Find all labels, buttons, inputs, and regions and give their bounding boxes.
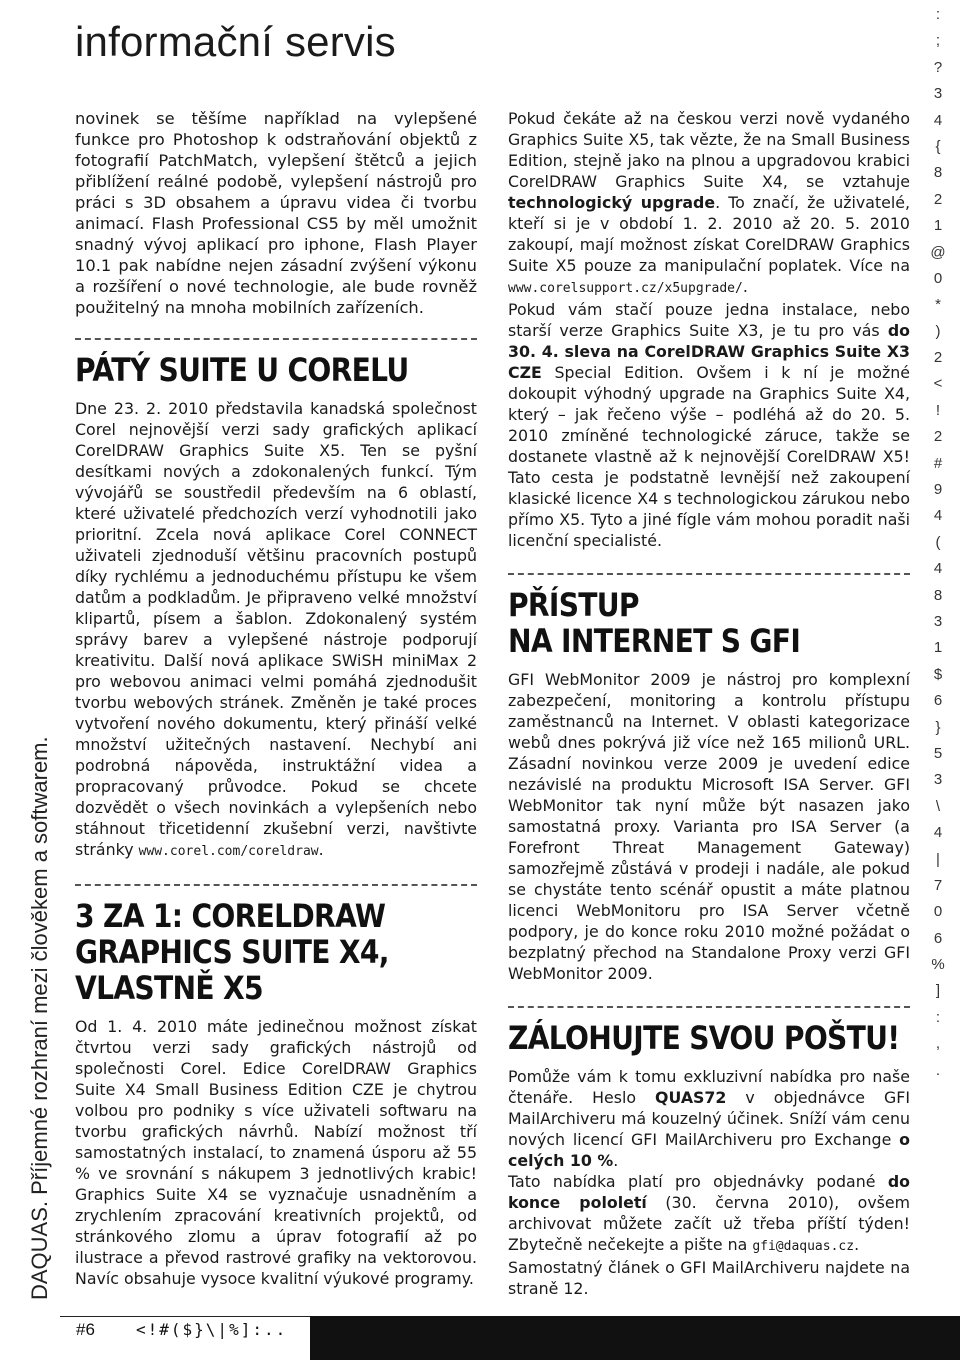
mail-text-2: v objednávce GFI MailArchiveru má kouzelný účinek. Sníží vám cenu nových licencí GFI MailArchiveru pro Exchange (508, 1088, 910, 1149)
mail-end: . (613, 1151, 619, 1170)
section-divider (75, 338, 477, 340)
strip-char: 8 (933, 164, 943, 182)
x3-bold: do 30. 4. sleva na CorelDRAW Graphics Suite X3 CZE (508, 321, 910, 382)
upgrade-text-2: . To značí, že uživatelé, kteří si je v období 1. 2. 2010 až 20. 5. 2010 zakoupí, mají možnost získat CorelDRAW Graphics Suite X5 pouze za manipulační poplatek. Více na (508, 193, 911, 275)
corel-link[interactable]: www.corel.com/coreldraw (138, 844, 319, 859)
heading-line: GRAPHICS SUITE X4, (75, 933, 389, 971)
strip-char: 4 (933, 111, 943, 129)
section-divider (508, 573, 910, 575)
strip-char: 7 (933, 876, 943, 894)
strip-char: @ (930, 243, 946, 261)
strip-char: 9 (933, 481, 943, 499)
strip-char: . (935, 1061, 941, 1079)
strip-char: 8 (933, 586, 943, 604)
mail-code: QUAS72 (655, 1088, 727, 1107)
corel-paragraph (75, 398, 477, 862)
strip-char: 4 (933, 507, 943, 525)
strip-char: 5 (933, 744, 943, 762)
strip-char: 3 (933, 85, 943, 103)
heading-line: NA INTERNET S GFI (508, 622, 801, 660)
mail-discount: o celých 10 % (508, 1130, 910, 1170)
corel-end: . (318, 840, 324, 859)
strip-char: # (933, 454, 943, 472)
mail-text: Pomůže vám k tomu exkluzivní nabídka pro naše čtenáře. Heslo (508, 1067, 910, 1107)
x3-text: Pokud vám stačí pouze jedna instalace, nebo starší verze Graphics Suite X3, je tu pro vás (508, 300, 910, 340)
strip-char: 2 (933, 349, 943, 367)
upgrade-link[interactable]: www.corelsupport.cz/x5upgrade/ (508, 281, 743, 296)
strip-char: 4 (933, 824, 943, 842)
side-label: DAQUAS. Příjemné rozhraní mezi člověkem a softwarem. (27, 736, 52, 1300)
gfi-paragraph: GFI WebMonitor 2009 je nástroj pro komplexní zabezpečení, monitoring a kontrolu přístupu zaměstnanců na Internet. V oblasti kategorizace webů dnes pokrývá již více než 165 milionů URL. Zásadní novinkou verze 2009 je uvedení edice nezávislé na produktu Microsoft ISA Server. GFI WebMonitor tak nyní může být nasazen jako samostatná proxy. Varianta pro ISA Server (a Forefront Threat Management Gateway) samozřejmě zůstává v prodeji i nadále, ale pokud se chystáte tento scénář opustit a máte platnou licenci WebMonitoru pro ISA Server včetně podpory, je do konce roku 2010 možné požádat o bezplatný přechod na Standalone Proxy verzi GFI WebMonitor 2009. (508, 670, 910, 983)
heading-paty-suite: PÁTÝ SUITE U CORELU (75, 351, 409, 389)
strip-char: 3 (933, 612, 943, 630)
heading-pristup (508, 587, 862, 659)
mail-paragraph-1 (508, 1066, 910, 1171)
mail2-text: Tato nabídka platí pro objednávky podané (508, 1172, 888, 1191)
mail2-bold: do konce pololetí (508, 1172, 910, 1212)
strip-char: ; (935, 32, 941, 50)
heading-line: VLASTNĚ X5 (75, 969, 263, 1007)
strip-char: : (935, 1008, 941, 1026)
mail-paragraph-2 (508, 1171, 910, 1257)
mail2-text-2: (30. června 2010), ovšem archivovat můžete začít už třeba příští týden! Zbytečně nečekejte a pište na (508, 1193, 911, 1254)
section-divider (75, 884, 477, 886)
x3-paragraph (508, 299, 910, 551)
heading-3-za-1 (75, 898, 429, 1006)
strip-char: 2 (933, 190, 943, 208)
strip-char: ! (935, 401, 941, 419)
strip-char: , (935, 1035, 941, 1053)
strip-char: 6 (933, 692, 943, 710)
email-link[interactable]: gfi@daquas.cz (752, 1239, 855, 1254)
strip-char: 4 (933, 560, 943, 578)
section-divider (508, 1006, 910, 1008)
strip-char: } (935, 718, 941, 736)
heading-line: 3 ZA 1: CORELDRAW (75, 897, 386, 935)
strip-char: \ (935, 797, 941, 815)
strip-char: : (935, 6, 941, 23)
page-number: #6 (76, 1320, 95, 1339)
upgrade-end: . (742, 277, 748, 296)
strip-char: 0 (933, 903, 943, 921)
heading-line: PŘÍSTUP (508, 586, 639, 624)
strip-char: 0 (933, 269, 943, 287)
upgrade-paragraph (508, 108, 910, 299)
strip-char: 1 (933, 217, 943, 235)
strip-char: | (936, 850, 940, 868)
upgrade-text: Pokud čekáte až na českou verzi nově vydaného Graphics Suite X5, tak vězte, že na Small Business Edition, stejně jako na plnou a upgradovou krabici CorelDRAW Graphics Suite X4, se vztahuje (508, 109, 910, 191)
strip-char: 6 (933, 929, 943, 947)
upgrade-bold: technologický upgrade (508, 193, 716, 212)
strip-char: ) (935, 322, 941, 340)
strip-char: ? (933, 58, 943, 76)
x3-text-2: Special Edition. Ovšem i k ní je možné dokoupit výhodný upgrade na Graphics Suite X4, který – jak řečeno výše – podléhá až do 20. 5. 2010 zmíněné technologické záruce, takže se dostanete vlastně až k nejnovější CorelDRAW X5! Tato cesta je podstatně levnější než zakoupení klasické licence X4 s technologickou zárukou nebo přímo X5. Tyto a jiné fígle vám mohou poradit naši licenční specialisté. (508, 363, 910, 550)
strip-char: * (935, 296, 941, 314)
strip-char: 2 (933, 428, 943, 446)
heading-zalohujte: ZÁLOHUJTE SVOU POŠTU! (508, 1019, 900, 1057)
page-title: informační servis (75, 18, 396, 65)
strip-char: < (933, 375, 943, 393)
corel-text: Dne 23. 2. 2010 představila kanadská společnost Corel nejnovější verzi sady grafických aplikací CorelDRAW Graphics Suite X5. Ten se pyšní desítkami nových a zdokonalených funkcí. Tým vývojářů se soustředil především na 6 oblastí, které uživatelé předchozích verzí vyhodnotili jako prioritní. Zcela nová aplikace Corel CONNECT uživateli zjednoduší většinu pracovních postupů díky rychlému a jednoduchému přístupu ke všem datům a podkladům. Je připraveno velké množství klipartů, písem a šablon. Zdokonalený systém správy barev a vylepšené nástroje podporují kreativitu. Další nová aplikace SWiSH miniMax 2 pro webovou animaci velmi pomáhá zjednodušit tvorbu webových stránek. Změněn je také proces vytvoření nového dokumentu, který přináší velké množství užitečných nastavení. Nechybí ani podrobná nápověda, instruktážní videa a propracovaný průvodce. Pokud se chcete dozvědět o všech novinkách a vylepšeních nebo stáhnout třicetidenní zkušební verzi, navštivte stránky (75, 399, 477, 859)
intro-paragraph: novinek se těšíme například na vylepšené funkce pro Photoshop k odstraňování objektů z fotografií PatchMatch, vylepšení štětců a jejich přiblížení reálné podobě, vylepšení nástrojů pro práci s 3D obsahem a úpravu videa či tvorbu animací. Flash Professional CS5 by měl umožnit snadný vývoj aplikací pro iphone, Flash Player 10.1 pak nabídne nejen zásadní zvýšení výkonu a rozšíření o nové technologie, ale bude rovněž použitelný na mnoha mobilních zařízeních. (75, 109, 477, 317)
footer-characters: <!#($}\|%]:.. (136, 1320, 288, 1339)
mail2-end: . (854, 1235, 860, 1254)
right-column (508, 108, 910, 1299)
strip-char: ] (935, 982, 941, 1000)
footer-black-band (310, 1316, 960, 1360)
left-column (75, 108, 477, 1289)
offer-paragraph: Od 1. 4. 2010 máte jedinečnou možnost získat čtvrtou verzi sady grafických nástrojů od společnosti Corel. Edice CorelDRAW Graphics Suite X4 Small Business Edition CZE je chytrou volbou pro podniky s více uživateli softwaru na tvorbu grafických návrhů. Nabízí možnost tří samostatných instalací, to znamená úsporu až 55 % ve srovnání s nákupem 3 jednotlivých krabic! Graphics Suite X4 se vyznačuje usnadněním a zrychlením zpracování kreativních projektů, od stránkového zlomu a úprav fotografií až po ilustrace a převod rastrové grafiky na vektorovou. Navíc obsahuje vysoce kvalitní výukové programy. (75, 1017, 477, 1288)
strip-char: ( (935, 533, 941, 551)
strip-char: { (935, 137, 941, 155)
strip-char: $ (933, 665, 943, 683)
mail-paragraph-3: Samostatný článek o GFI MailArchiveru najdete na straně 12. (508, 1258, 910, 1298)
strip-char: 3 (933, 771, 943, 789)
right-character-strip (920, 2, 956, 1084)
strip-char: % (931, 956, 945, 974)
strip-char: 1 (933, 639, 943, 657)
